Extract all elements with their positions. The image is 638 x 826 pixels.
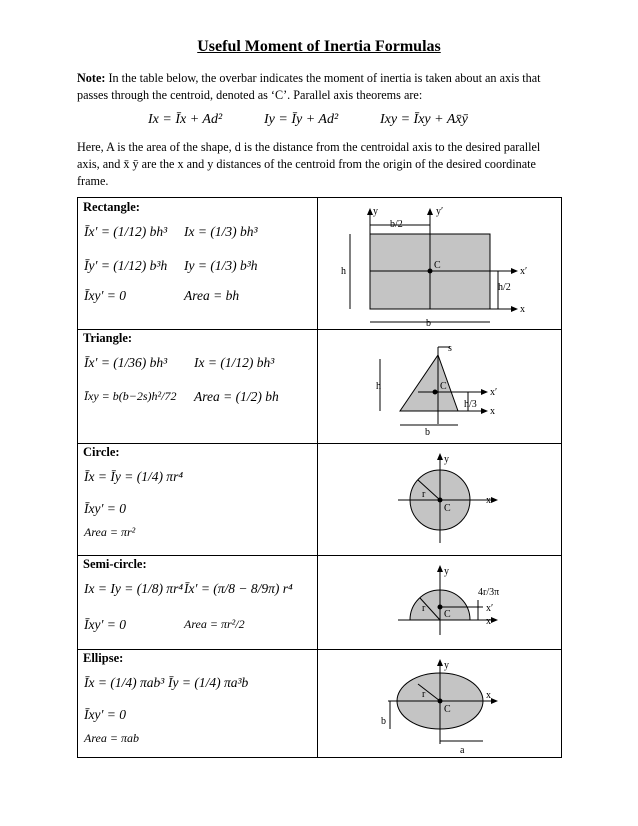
circ-c-label: C — [444, 503, 451, 514]
tri-hthird-label: h/3 — [464, 399, 477, 410]
rectangle-label: Rectangle: — [83, 200, 140, 214]
formula-table — [77, 197, 562, 758]
semicircle-formula-ixbar: Īx′ = (π/8 − 8/9π) r⁴ — [184, 581, 293, 596]
ellipse-formula-ixy: Īxy′ = 0 — [84, 707, 127, 722]
circle-label: Circle: — [83, 445, 120, 459]
ellipse-formula-iy: Īy = (1/4) πa³b — [168, 675, 249, 690]
rectangle-formula-iy: Iy = (1/3) b³h — [184, 258, 258, 273]
ellipse-diagram — [318, 649, 561, 757]
ellipse-label: Ellipse: — [83, 651, 124, 665]
ell-y-label: y — [444, 660, 449, 671]
tri-c-label: C — [440, 381, 447, 392]
triangle-formula-ix: Ix = (1/12) bh³ — [194, 355, 275, 370]
rectangle-formula-ixbar: Īx′ = (1/12) bh³ — [84, 224, 168, 239]
rect-x-label: x — [520, 304, 525, 315]
semi-r-label: r — [422, 603, 426, 614]
circle-formula-ix: Īx = Īy = (1/4) πr⁴ — [84, 469, 184, 484]
triangle-formula-area: Area = (1/2) bh — [194, 389, 279, 404]
semicircle-formula-ixy: Īxy′ = 0 — [84, 617, 127, 632]
ell-a-label: a — [460, 745, 465, 756]
ell-c-label: C — [444, 704, 451, 715]
rectangle-formula-ixy: Īxy′ = 0 — [84, 288, 127, 303]
rectangle-row — [78, 198, 561, 330]
parallel-axis-ixy: Ixy = Īxy + Ax̄ȳ — [380, 112, 468, 127]
rectangle-formula-area: Area = bh — [184, 288, 240, 303]
circle-formula-area: Area = πr² — [84, 525, 136, 539]
tri-x-label: x — [490, 406, 495, 417]
semi-y-label: y — [444, 566, 449, 577]
ellipse-row — [78, 649, 561, 757]
triangle-label: Triangle: — [83, 331, 133, 345]
rectangle-diagram — [318, 198, 561, 329]
note-paragraph — [77, 70, 562, 104]
rectangle-formula-ix: Ix = (1/3) bh³ — [184, 224, 258, 239]
semicircle-formula-ix: Ix = Iy = (1/8) πr⁴ — [84, 581, 184, 596]
tri-xprime-label: x′ — [490, 387, 498, 398]
rect-y-label: y — [373, 206, 378, 217]
ell-b-label: b — [381, 716, 386, 727]
rect-b-label: b — [426, 318, 431, 329]
rect-xprime-label: x′ — [520, 266, 528, 277]
note-text: In the table below, the overbar indicates the moment of inertia is taken about an axis that passes through the centroid, denoted as ‘C’. Parallel axis theorems are: — [77, 71, 541, 102]
here-paragraph: Here, A is the area of the shape, d is the distance from the centroidal axis to the desired parallel axis, and x̄ ȳ are the x and y distances of the centroid from the origin of the desired coordinate frame. — [77, 140, 541, 188]
circle-formula-ixy: Īxy′ = 0 — [84, 501, 127, 516]
triangle-formula-ixbar: Īx′ = (1/36) bh³ — [84, 355, 168, 370]
tri-s-label: s — [448, 343, 452, 354]
parallel-axis-ix: Ix = Īx + Ad² — [148, 112, 223, 127]
ell-x-label: x — [486, 690, 491, 701]
triangle-shape — [400, 355, 458, 411]
rect-h-label: h — [341, 266, 346, 277]
ellipse-formula-area: Area = πab — [84, 731, 139, 745]
circle-row — [78, 443, 561, 556]
tri-b-label: b — [425, 427, 430, 438]
triangle-diagram — [318, 329, 561, 443]
rect-bhalf-label: b/2 — [390, 219, 403, 230]
semicircle-label: Semi-circle: — [83, 557, 147, 571]
semi-xprime-label: x′ — [486, 603, 494, 614]
ell-r-label: r — [422, 689, 426, 700]
circ-y-label: y — [444, 454, 449, 465]
ellipse-formula-ix: Īx = (1/4) πab³ — [84, 675, 165, 690]
rect-c-label: C — [434, 260, 441, 271]
note-label: Note: — [77, 71, 106, 85]
rectangle-formula-iybar: Īy′ = (1/12) b³h — [84, 258, 168, 273]
circ-r-label: r — [422, 489, 426, 500]
triangle-formula-ixy: Īxy = b(b−2s)h²/72 — [84, 389, 177, 403]
triangle-row — [78, 329, 561, 444]
circ-x-label: x — [486, 495, 491, 506]
semi-dist-label: 4r/3π — [478, 587, 500, 598]
semicircle-row — [78, 555, 561, 650]
semi-x-label: x — [486, 616, 491, 627]
semi-c-label: C — [444, 609, 451, 620]
rect-hhalf-label: h/2 — [498, 282, 511, 293]
semicircle-formula-area: Area = πr²/2 — [184, 617, 245, 631]
page-title: Useful Moment of Inertia Formulas — [197, 38, 441, 55]
rect-yprime-label: y′ — [436, 206, 444, 217]
tri-h-label: h — [376, 381, 381, 392]
parallel-axis-iy: Iy = Īy + Ad² — [264, 112, 339, 127]
circle-diagram — [318, 443, 561, 555]
semicircle-diagram — [318, 555, 561, 649]
